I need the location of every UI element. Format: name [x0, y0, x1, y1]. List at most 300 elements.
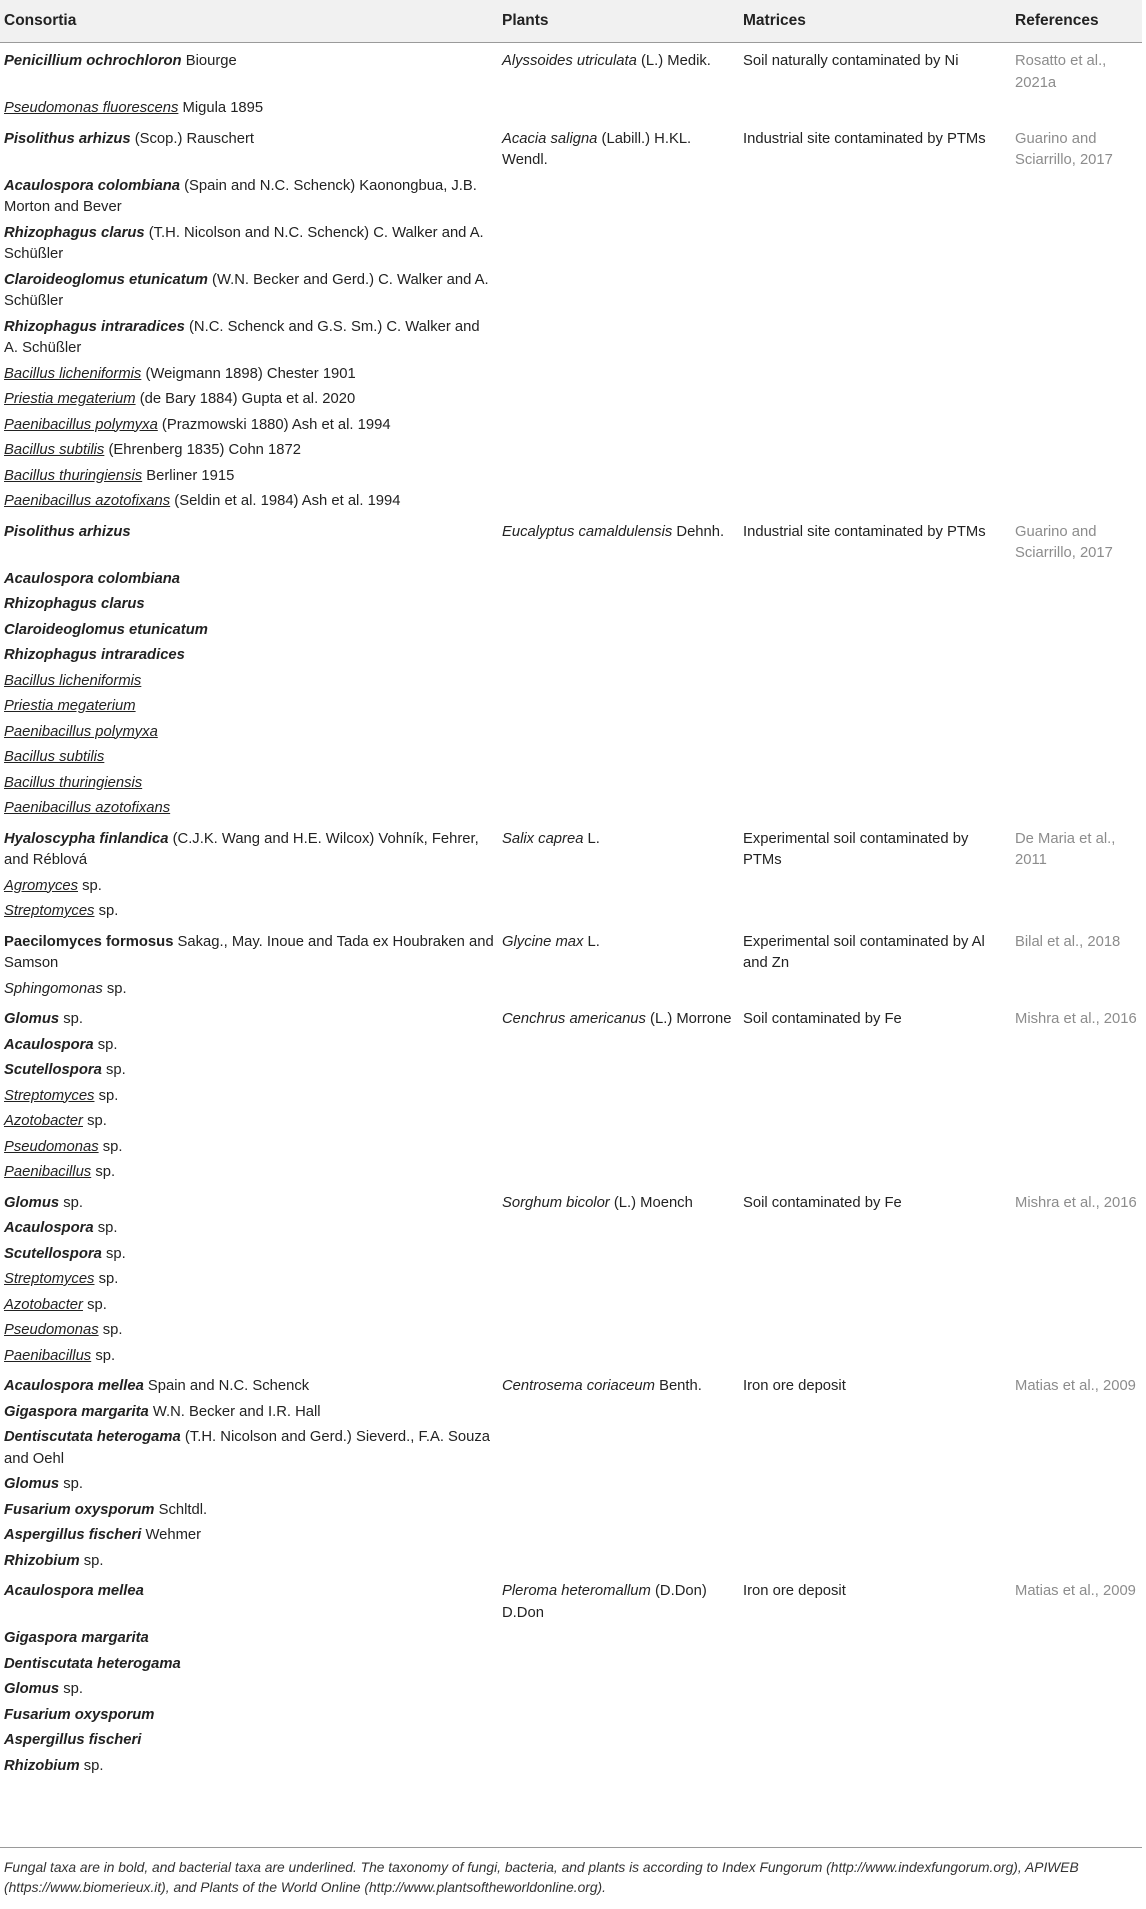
- references-cell: Mishra et al., 2016: [1015, 1194, 1137, 1211]
- bacterial-taxon-name: Bacillus subtilis: [4, 749, 105, 765]
- bacterial-taxon-name: Paenibacillus: [4, 1164, 92, 1180]
- matrices-cell: [739, 1679, 1011, 1705]
- authority-text: (L.) Moench: [609, 1194, 693, 1211]
- plants-cell: [498, 389, 739, 415]
- authority-text: Biourge: [181, 53, 237, 69]
- table-row: [0, 1188, 1142, 1219]
- matrices-cell: [739, 1500, 1011, 1526]
- fungal-taxon-name: Gigaspora margarita: [4, 1630, 149, 1646]
- plants-cell: [498, 1654, 739, 1680]
- table-row: [0, 43, 1142, 99]
- matrices-cell: [739, 491, 1011, 517]
- taxon-name: Cenchrus americanus: [502, 1011, 646, 1027]
- plants-cell: [498, 798, 739, 824]
- matrices-cell: [739, 1402, 1011, 1428]
- authority-text: (Scop.) Rauschert: [130, 130, 254, 147]
- references-cell: [1011, 440, 1142, 466]
- authority-text: sp.: [59, 1011, 83, 1027]
- table-row: [0, 1474, 1142, 1500]
- fungal-taxon-name: Rhizophagus clarus: [4, 224, 145, 241]
- consortia-cell: [0, 927, 498, 979]
- matrices-cell: [739, 1086, 1011, 1112]
- references-cell: [1011, 594, 1142, 620]
- table-row: [0, 1004, 1142, 1035]
- authority-text: sp.: [93, 1036, 118, 1053]
- authority-text: (N.C. Schenck and G.S. Sm.) C. Walker and A. Schüßler: [4, 318, 480, 356]
- consortia-cell: [0, 1551, 498, 1577]
- consortia-cell: [0, 594, 498, 620]
- references-cell: Guarino and Sciarrillo, 2017: [1015, 130, 1113, 168]
- header-plants: Plants: [498, 0, 739, 43]
- authority-text: sp.: [94, 1271, 119, 1287]
- table-row: [0, 747, 1142, 773]
- bacterial-taxon-name: Pseudomonas: [4, 1322, 99, 1338]
- matrices-cell: [739, 1218, 1011, 1244]
- plants-cell: [498, 927, 739, 979]
- matrices-cell: [739, 270, 1011, 317]
- references-cell: [1011, 1525, 1142, 1551]
- references-cell: [1011, 798, 1142, 824]
- references-cell: De Maria et al., 2011: [1015, 830, 1116, 868]
- matrices-cell: [739, 773, 1011, 799]
- authority-text: sp.: [59, 1476, 83, 1492]
- authority-text: sp.: [101, 1245, 126, 1262]
- consortia-cell: [0, 696, 498, 722]
- table-row: [0, 1679, 1142, 1705]
- references-cell: [1011, 1111, 1142, 1137]
- fungal-taxon-name: Dentiscutata heterogama: [4, 1429, 181, 1445]
- consortia-cell: [0, 1188, 498, 1219]
- authority-text: (Weigmann 1898) Chester 1901: [141, 365, 356, 382]
- matrices-cell: [739, 696, 1011, 722]
- fungal-taxon-name: Acaulospora colombiana: [4, 177, 180, 194]
- references-cell: [1011, 1500, 1142, 1526]
- plants-cell: [498, 1035, 739, 1061]
- matrices-cell: [739, 901, 1011, 927]
- table-row: [0, 671, 1142, 697]
- references-cell: [1011, 1679, 1142, 1705]
- authority-text: (T.H. Nicolson and Gerd.) Sieverd., F.A. Souza and Oehl: [4, 1429, 491, 1467]
- bacterial-taxon-name: Azotobacter: [4, 1296, 83, 1313]
- matrices-cell: [739, 645, 1011, 671]
- matrices-cell: [739, 1628, 1011, 1654]
- consortia-cell: [0, 491, 498, 517]
- consortia-cell: [0, 466, 498, 492]
- fungal-taxon-name: Rhizophagus intraradices: [4, 647, 185, 663]
- bacterial-taxon-name: Bacillus thuringiensis: [4, 774, 143, 791]
- matrices-cell: Industrial site contaminated by PTMs: [743, 523, 986, 540]
- matrices-cell: Industrial site contaminated by PTMs: [743, 130, 986, 147]
- plants-cell: [498, 517, 739, 569]
- authority-text: Migula 1895: [178, 100, 264, 116]
- authority-text: (de Bary 1884) Gupta et al. 2020: [135, 391, 356, 407]
- consortia-cell: [0, 876, 498, 902]
- fungal-taxon-name: Acaulospora: [4, 1220, 94, 1236]
- consortia-cell: [0, 364, 498, 390]
- authority-text: sp.: [94, 1087, 119, 1104]
- fungal-taxon-name: Rhizobium: [4, 1552, 80, 1569]
- plants-cell: [498, 1679, 739, 1705]
- references-cell: [1011, 1244, 1142, 1270]
- matrices-cell: [739, 1320, 1011, 1346]
- consortia-cell: [0, 317, 498, 364]
- plants-cell: [498, 1346, 739, 1372]
- table-row: [0, 722, 1142, 748]
- plants-cell: [498, 1427, 739, 1474]
- bacterial-taxon-name: Streptomyces: [4, 1087, 95, 1104]
- references-cell: [1011, 1218, 1142, 1244]
- matrices-cell: [739, 1137, 1011, 1163]
- consortia-cell: [0, 1500, 498, 1526]
- plants-cell: [498, 1086, 739, 1112]
- consortia-cell: [0, 1628, 498, 1654]
- table-row: [0, 1756, 1142, 1782]
- plants-cell: [498, 620, 739, 646]
- authority-text: Spain and N.C. Schenck: [143, 1378, 310, 1394]
- plants-cell: [498, 1004, 739, 1035]
- references-cell: [1011, 1730, 1142, 1756]
- matrices-cell: [739, 466, 1011, 492]
- plants-cell: [498, 1525, 739, 1551]
- consortia-cell: [0, 1269, 498, 1295]
- table-row: [0, 1060, 1142, 1086]
- table-row: [0, 1295, 1142, 1321]
- consortia-cell: [0, 1162, 498, 1188]
- table-row: [0, 1086, 1142, 1112]
- matrices-cell: Soil contaminated by Fe: [743, 1194, 902, 1211]
- table-row: [0, 1111, 1142, 1137]
- references-cell: [1011, 415, 1142, 441]
- references-cell: [1011, 389, 1142, 415]
- consortia-cell: [0, 1756, 498, 1782]
- matrices-cell: [739, 1035, 1011, 1061]
- authority-text: sp.: [91, 1347, 116, 1364]
- fungal-taxon-name: Acaulospora colombiana: [4, 570, 180, 587]
- plants-cell: [498, 1730, 739, 1756]
- consortia-cell: [0, 1654, 498, 1680]
- taxon-name: Centrosema coriaceum: [502, 1378, 655, 1394]
- plants-cell: [498, 1628, 739, 1654]
- fungal-taxon-name: Rhizophagus clarus: [4, 596, 145, 612]
- table-row: [0, 415, 1142, 441]
- references-cell: Guarino and Sciarrillo, 2017: [1015, 523, 1113, 561]
- consortia-cell: [0, 389, 498, 415]
- matrices-cell: [739, 1427, 1011, 1474]
- authority-text: (Prazmowski 1880) Ash et al. 1994: [157, 416, 391, 433]
- plants-cell: [498, 1705, 739, 1731]
- table-row: [0, 876, 1142, 902]
- consortia-cell: [0, 569, 498, 595]
- authority-text: Schltdl.: [154, 1501, 208, 1518]
- authority-text: (Labill.) H.KL. Wendl.: [502, 130, 692, 168]
- bacterial-taxon-name: Bacillus subtilis: [4, 442, 105, 458]
- table-row: [0, 1269, 1142, 1295]
- table-row: [0, 569, 1142, 595]
- authority-text: sp.: [98, 1322, 123, 1338]
- authority-text: sp.: [78, 877, 102, 894]
- bacterial-taxon-name: Pseudomonas fluorescens: [4, 100, 179, 116]
- bacterial-taxon-name: Azotobacter: [4, 1113, 83, 1129]
- plants-cell: [498, 1162, 739, 1188]
- plants-cell: [498, 1371, 739, 1402]
- matrices-cell: [739, 1705, 1011, 1731]
- fungal-taxon-name: Rhizophagus intraradices: [4, 318, 185, 335]
- fungal-taxon-name: Fusarium oxysporum: [4, 1501, 155, 1518]
- authority-text: (Seldin et al. 1984) Ash et al. 1994: [170, 493, 401, 509]
- consortia-cell: [0, 43, 498, 99]
- table-row: [0, 620, 1142, 646]
- references-cell: [1011, 270, 1142, 317]
- table-row: [0, 1244, 1142, 1270]
- references-cell: [1011, 620, 1142, 646]
- plants-cell: [498, 876, 739, 902]
- matrices-cell: [739, 1346, 1011, 1372]
- references-cell: [1011, 1060, 1142, 1086]
- consortia-cell: [0, 176, 498, 223]
- table-row: [0, 270, 1142, 317]
- matrices-cell: [739, 1244, 1011, 1270]
- references-cell: [1011, 1035, 1142, 1061]
- matrices-cell: [739, 594, 1011, 620]
- authority-text: sp.: [94, 903, 119, 919]
- consortia-cell: [0, 1295, 498, 1321]
- consortia-cell: [0, 1244, 498, 1270]
- plants-cell: [498, 364, 739, 390]
- fungal-taxon-name: Glomus: [4, 1011, 60, 1027]
- plants-cell: [498, 317, 739, 364]
- table-row: [0, 98, 1142, 124]
- matrices-cell: Soil naturally contaminated by Ni: [743, 53, 959, 69]
- table-row: [0, 1035, 1142, 1061]
- matrices-cell: [739, 1474, 1011, 1500]
- consortia-cell: [0, 798, 498, 824]
- matrices-cell: [739, 876, 1011, 902]
- references-cell: [1011, 1162, 1142, 1188]
- bacterial-taxon-name: Paenibacillus polymyxa: [4, 723, 158, 740]
- references-cell: [1011, 979, 1142, 1005]
- taxon-name: Alyssoides utriculata: [502, 53, 637, 69]
- consortia-cell: [0, 124, 498, 176]
- taxon-name: Pleroma heteromallum: [502, 1583, 651, 1599]
- matrices-cell: [739, 223, 1011, 270]
- plants-cell: [498, 747, 739, 773]
- fungal-taxon-name: Paecilomyces formosus: [4, 933, 174, 950]
- references-cell: [1011, 773, 1142, 799]
- table-row: [0, 1730, 1142, 1756]
- consortia-cell: [0, 824, 498, 876]
- authority-text: sp.: [82, 1296, 107, 1313]
- fungal-taxon-name: Pisolithus arhizus: [4, 523, 131, 540]
- consortia-cell: [0, 1218, 498, 1244]
- fungal-taxon-name: Acaulospora mellea: [4, 1583, 144, 1599]
- references-cell: [1011, 1551, 1142, 1577]
- matrices-cell: [739, 671, 1011, 697]
- references-cell: [1011, 1427, 1142, 1474]
- references-cell: [1011, 1628, 1142, 1654]
- table-row: [0, 364, 1142, 390]
- authority-text: (Spain and N.C. Schenck) Kaonongbua, J.B. Morton and Bever: [4, 177, 477, 215]
- references-cell: [1011, 98, 1142, 124]
- table-row: [0, 645, 1142, 671]
- plants-cell: [498, 466, 739, 492]
- consortia-cell: [0, 1679, 498, 1705]
- plants-cell: [498, 270, 739, 317]
- references-cell: [1011, 1086, 1142, 1112]
- consortia-cell: [0, 901, 498, 927]
- taxon-name: Salix caprea: [502, 830, 584, 847]
- references-cell: [1011, 1137, 1142, 1163]
- plants-cell: [498, 43, 739, 99]
- table-row: [0, 773, 1142, 799]
- consortia-cell: [0, 440, 498, 466]
- matrices-cell: [739, 1551, 1011, 1577]
- authority-text: (D.Don) D.Don: [502, 1583, 707, 1621]
- bacterial-taxon-name: Paenibacillus: [4, 1347, 92, 1364]
- authority-text: L.: [583, 933, 600, 950]
- consortia-cell: [0, 979, 498, 1005]
- consortia-cell: [0, 1111, 498, 1137]
- plants-cell: [498, 223, 739, 270]
- bacterial-taxon-name: Streptomyces: [4, 903, 95, 919]
- table-row: [0, 1402, 1142, 1428]
- authority-text: (Ehrenberg 1835) Cohn 1872: [104, 442, 301, 458]
- table-row: [0, 517, 1142, 569]
- consortia-cell: [0, 747, 498, 773]
- bacterial-taxon-name: Bacillus licheniformis: [4, 672, 142, 689]
- plants-cell: [498, 1137, 739, 1163]
- references-cell: [1011, 696, 1142, 722]
- consortia-cell: [0, 1060, 498, 1086]
- matrices-cell: [739, 389, 1011, 415]
- fungal-taxon-name: Glomus: [4, 1194, 60, 1211]
- matrices-cell: [739, 1525, 1011, 1551]
- references-cell: [1011, 722, 1142, 748]
- plants-cell: [498, 1295, 739, 1321]
- bacterial-taxon-name: Agromyces: [4, 877, 79, 894]
- table-row: [0, 1705, 1142, 1731]
- plants-cell: [498, 491, 739, 517]
- plants-cell: [498, 1402, 739, 1428]
- references-cell: [1011, 466, 1142, 492]
- table-row: [0, 1576, 1142, 1628]
- references-cell: [1011, 1756, 1142, 1782]
- plants-cell: [498, 124, 739, 176]
- matrices-cell: [739, 415, 1011, 441]
- fungal-taxon-name: Rhizobium: [4, 1757, 80, 1774]
- authority-text: (W.N. Becker and Gerd.) C. Walker and A. Schüßler: [4, 271, 489, 309]
- fungal-taxon-name: Dentiscutata heterogama: [4, 1655, 181, 1672]
- fungal-taxon-name: Aspergillus fischeri: [4, 1527, 142, 1543]
- table-row: [0, 798, 1142, 824]
- table-row: [0, 979, 1142, 1005]
- table-row: [0, 1628, 1142, 1654]
- authority-text: Sakag., May. Inoue and Tada ex Houbraken and Samson: [4, 933, 494, 971]
- references-cell: [1011, 747, 1142, 773]
- plants-cell: [498, 1060, 739, 1086]
- matrices-cell: [739, 1060, 1011, 1086]
- bacterial-taxon-name: Pseudomonas: [4, 1138, 99, 1155]
- authority-text: sp.: [79, 1757, 104, 1774]
- table-row: [0, 1162, 1142, 1188]
- header-row: [0, 0, 1142, 43]
- plants-cell: [498, 1756, 739, 1782]
- plants-cell: [498, 1218, 739, 1244]
- matrices-cell: Soil contaminated by Fe: [743, 1011, 902, 1027]
- matrices-cell: [739, 1295, 1011, 1321]
- plants-cell: [498, 901, 739, 927]
- matrices-cell: Experimental soil contaminated by Al and Zn: [743, 933, 985, 971]
- plants-cell: [498, 1244, 739, 1270]
- table-row: [0, 440, 1142, 466]
- authority-text: sp.: [59, 1681, 83, 1697]
- fungal-taxon-name: Aspergillus fischeri: [4, 1732, 142, 1748]
- references-cell: [1011, 671, 1142, 697]
- matrices-cell: [739, 569, 1011, 595]
- plants-cell: [498, 645, 739, 671]
- consortia-cell: [0, 98, 498, 124]
- table-row: [0, 1525, 1142, 1551]
- authority-text: Wehmer: [141, 1527, 202, 1543]
- plants-cell: [498, 979, 739, 1005]
- plants-cell: [498, 773, 739, 799]
- consortia-cell: [0, 1137, 498, 1163]
- plants-cell: [498, 722, 739, 748]
- authority-text: sp.: [59, 1194, 83, 1211]
- references-cell: [1011, 223, 1142, 270]
- matrices-cell: [739, 798, 1011, 824]
- references-cell: [1011, 1474, 1142, 1500]
- consortia-cell: [0, 722, 498, 748]
- table-row: [0, 927, 1142, 979]
- consortia-cell: [0, 1705, 498, 1731]
- taxon-name: Eucalyptus camaldulensis: [502, 523, 673, 540]
- table-row: [0, 1218, 1142, 1244]
- fungal-taxon-name: Gigaspora margarita: [4, 1403, 149, 1420]
- fungal-taxon-name: Claroideoglomus etunicatum: [4, 271, 208, 288]
- authority-text: sp.: [101, 1062, 126, 1078]
- table-row: [0, 1371, 1142, 1402]
- consortia-cell: [0, 415, 498, 441]
- references-cell: [1011, 491, 1142, 517]
- matrices-cell: [739, 747, 1011, 773]
- references-cell: [1011, 876, 1142, 902]
- matrices-cell: [739, 1162, 1011, 1188]
- authority-text: sp.: [98, 1138, 123, 1155]
- matrices-cell: [739, 364, 1011, 390]
- consortia-cell: [0, 1427, 498, 1474]
- plants-cell: [498, 1474, 739, 1500]
- plants-cell: [498, 1111, 739, 1137]
- fungal-taxon-name: Claroideoglomus etunicatum: [4, 621, 208, 638]
- fungal-taxon-name: Fusarium oxysporum: [4, 1706, 155, 1723]
- plants-cell: [498, 1576, 739, 1628]
- references-cell: [1011, 1295, 1142, 1321]
- plants-cell: [498, 1269, 739, 1295]
- table-row: [0, 1346, 1142, 1372]
- consortia-cell: [0, 671, 498, 697]
- authority-text: sp.: [102, 980, 127, 997]
- consortia-cell: [0, 1525, 498, 1551]
- consortia-cell: [0, 773, 498, 799]
- bacterial-taxon-name: Priestia megaterium: [4, 698, 136, 714]
- table-row: [0, 491, 1142, 517]
- consortia-cell: [0, 1004, 498, 1035]
- authority-text: Benth.: [654, 1378, 702, 1394]
- matrices-cell: [739, 1654, 1011, 1680]
- table-row: [0, 176, 1142, 223]
- plants-cell: [498, 696, 739, 722]
- plants-cell: [498, 1320, 739, 1346]
